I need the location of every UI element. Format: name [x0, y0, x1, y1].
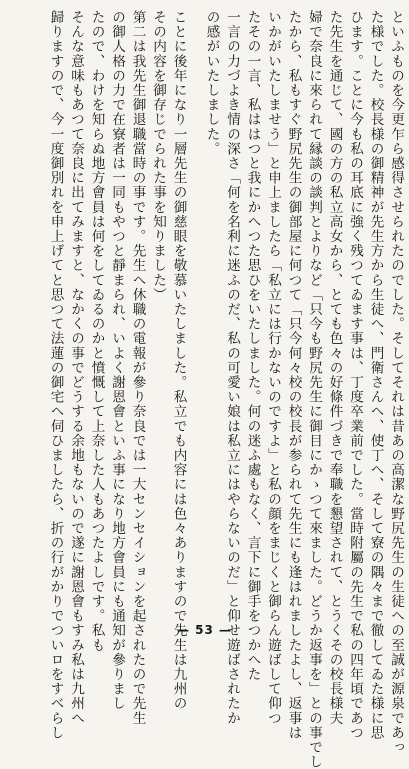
text-column: そんな意味もあつて奈良に出てみますと、なかくの事でどうする余地もないので遂に謝恩會もすみ私は九州へ	[68, 10, 84, 726]
text-column: の御人格の力で在寮者は一同もやつと靜まられ、いよく謝恩會といふ事になり地方會員にも通知が參りまし	[109, 10, 125, 711]
text-column: 第二は我先生御退職當時の事です。先生へ休職の電報が參り奈良では一大センセイションを起されたので先生	[129, 10, 146, 726]
text-column: といふものを今更乍ら感得させられたのでした。そしてそれは昔あの高潔な野尻先生の生徒への至誠が源泉であっ	[388, 10, 404, 755]
text-column: た先生を通じて、國の方の私立高女から、とても色々の好條件づきで奉職を懇望されて、とうくその校長様夫	[326, 10, 343, 726]
text-column: た様でした。校長様の御精神が先生方から生徒へ、門衛さんへ、使丁へ、そして寮の隅々まで徹してゐた様に思	[367, 10, 384, 740]
text-column: たその一言、私ははつと我にかへつた思ひをいたしました。何の迷ふ處もなく、言下に御手をつかへた	[244, 10, 261, 682]
text-column: ことに後年になり一層先生の御慈眼を敬慕いたしました。私立でも内容には色々ありますので先生は九州の	[170, 10, 187, 711]
text-column: たから、私もすぐ野尻先生の御部屋に何つて「只今何々校の校長が参られて先生にも逢はれましたよし、返事は	[285, 10, 302, 740]
text-column: いかがいたしませう」と申上ましたら「私立には行かないのですよ」と私の顔をまじくと御らん遊ばして仰つ	[265, 10, 281, 726]
text-column: 婦で奈良に來られて縁談の談判とよりなど「只今も野尻先生に御目にかゝつて來ました。どうか返事を」との事でし	[306, 10, 322, 769]
text-column: の感がいたしました。	[203, 10, 220, 156]
text-column: 歸りますので、今一度御別れを申上げてと思つて法蓮の御宅へ伺ひましたら、折の行がかりでついロをすべらし	[47, 10, 64, 740]
text-column: たので、わけを知らぬ地方會員は何をしてゐるのかと憤慨して上奈した人もあつたよしです。私も	[88, 10, 105, 653]
page-number: — 53 —	[176, 623, 233, 637]
text-column: その内容を御存じでられた事を知りました）	[150, 10, 166, 302]
text-column: ひます。ことに今も私の耳底に強く残つてゐます事は、丁度卒業前でした。當時附屬の先生で私の四年頃であつ	[347, 10, 363, 740]
text-column: 一言の力づよき情の深さ「何を名利に迷ふのだ、私の可愛い娘は私立にはやらないのだ」と仰せ遊ばされたか	[224, 10, 240, 726]
column-break	[188, 10, 197, 610]
